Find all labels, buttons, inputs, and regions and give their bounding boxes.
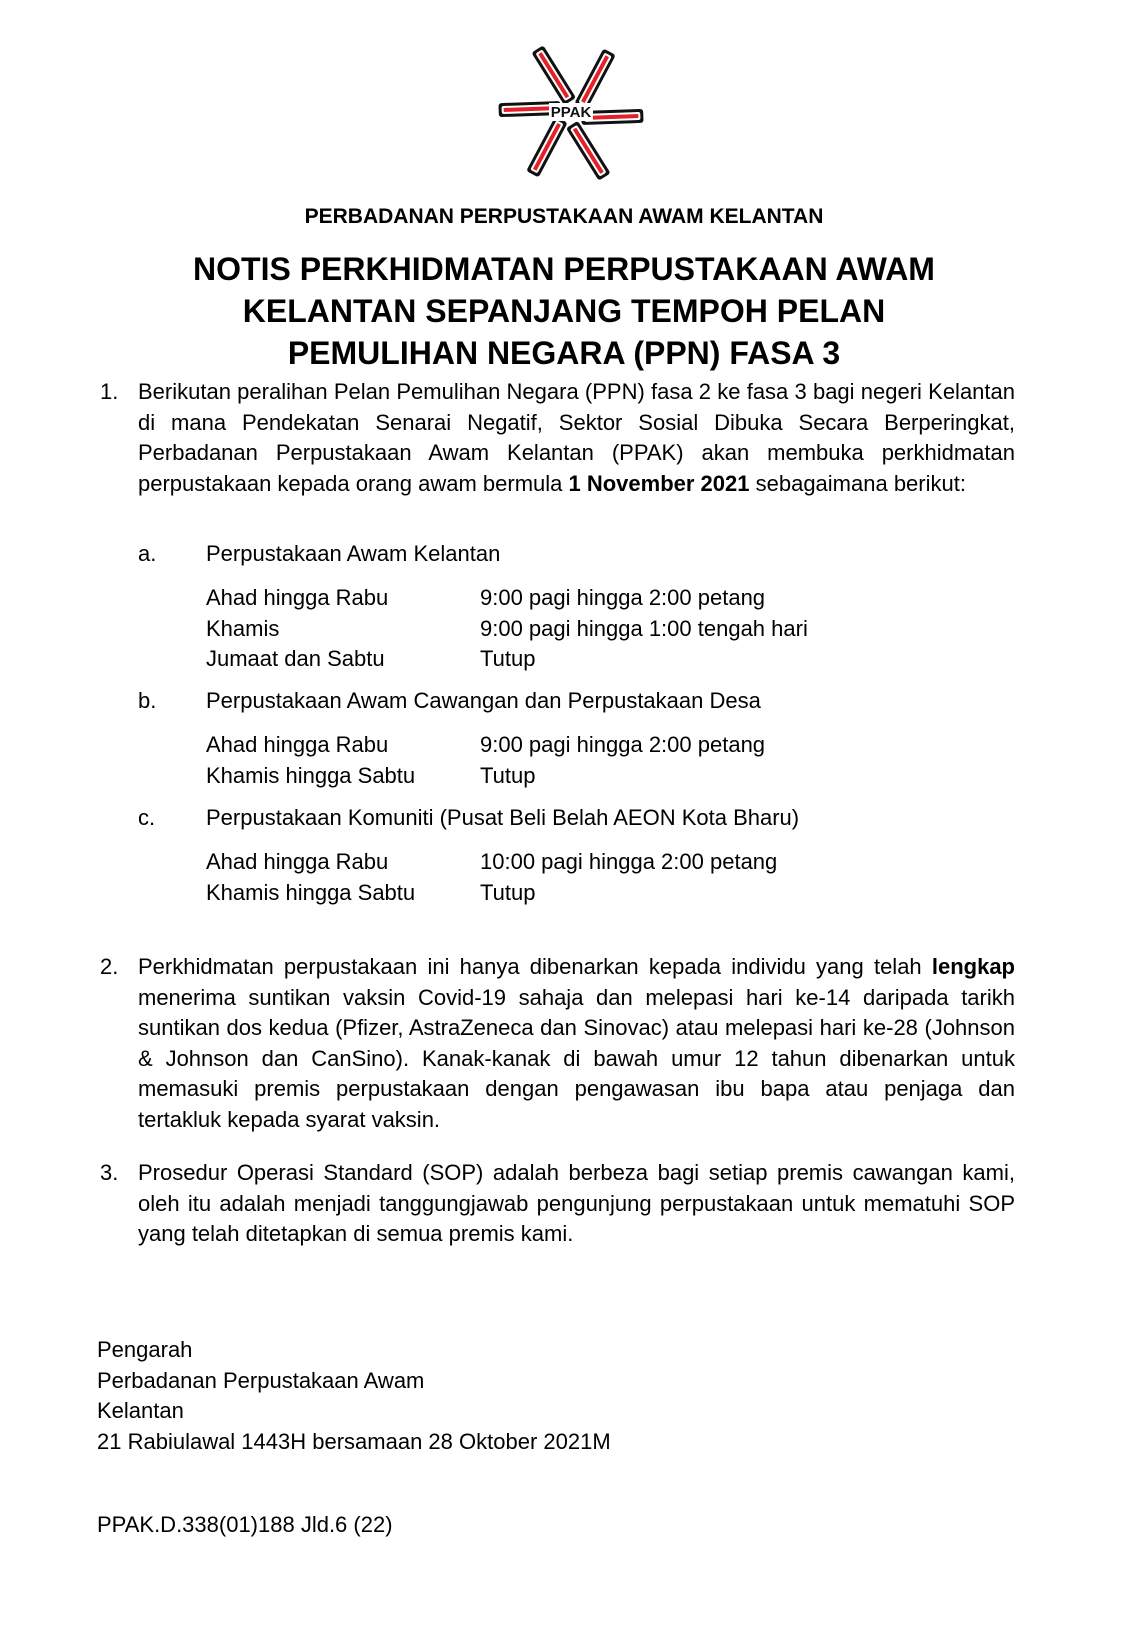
paragraph-text: Perkhidmatan perpustakaan ini hanya dibenarkan kepada individu yang telah xyxy=(138,954,932,979)
paragraph-text: Berikutan peralihan Pelan Pemulihan Negara (PPN) fasa 2 ke fasa 3 bagi negeri Kelantan di mana Pendekatan Senarai Negatif, Sektor Sosial Dibuka Secara Berperingkat, Perbadanan Perpustakaan Awam Kelantan (PPAK) akan membuka perkhidmatan perpustakaan kepada orang awam bermula xyxy=(138,379,1015,496)
organization-name: PERBADANAN PERPUSTAKAAN AWAM KELANTAN xyxy=(304,205,824,228)
library-name: Perpustakaan Awam Kelantan xyxy=(206,541,501,566)
paragraph-text: sebagaimana berikut: xyxy=(749,470,966,496)
paragraph-body: Prosedur Operasi Standard (SOP) adalah berbeza bagi setiap premis cawangan kami, oleh itu adalah menjadi tanggungjawab pengunjung perpustakaan untuk mematuhi SOP yang telah ditetapkan di semua premis kami. xyxy=(138,1160,1015,1246)
paragraph-number: 3. xyxy=(100,1160,119,1185)
item-letter: b. xyxy=(138,688,157,713)
signature-block xyxy=(97,1335,611,1457)
item-letter: c. xyxy=(138,805,156,830)
paragraph-2 xyxy=(100,952,1015,1135)
schedule-day: Ahad hingga Rabu xyxy=(206,585,389,610)
notice-title xyxy=(0,248,1128,374)
schedule-day: Jumaat dan Sabtu xyxy=(206,646,385,671)
title-line: NOTIS PERKHIDMATAN PERPUSTAKAAN AWAM xyxy=(193,251,935,287)
signature-line: Perbadanan Perpustakaan Awam xyxy=(97,1367,425,1393)
signature-line: Pengarah xyxy=(97,1337,193,1362)
emphasis-text: lengkap xyxy=(931,954,1015,979)
signature-date: 21 Rabiulawal 1443H bersamaan 28 Oktober 2021M xyxy=(97,1428,611,1454)
schedule-time: 9:00 pagi hingga 2:00 petang xyxy=(480,732,766,757)
library-name: Perpustakaan Awam Cawangan dan Perpustakaan Desa xyxy=(206,688,761,713)
schedule-time: Tutup xyxy=(480,879,536,905)
schedule-time: 10:00 pagi hingga 2:00 petang xyxy=(480,849,778,874)
title-line: PEMULIHAN NEGARA (PPN) FASA 3 xyxy=(287,335,841,371)
paragraph-3 xyxy=(100,1158,1015,1250)
paragraph-body xyxy=(138,952,1015,1135)
paragraph-1 xyxy=(100,377,1015,499)
paragraph-number: 2. xyxy=(100,954,119,979)
paragraph-number: 1. xyxy=(100,379,119,404)
schedule-time: Tutup xyxy=(480,762,536,788)
logo-arm xyxy=(510,112,584,181)
ppak-logo xyxy=(497,33,645,193)
title-line: KELANTAN SEPANJANG TEMPOH PELAN xyxy=(242,293,886,329)
item-letter: a. xyxy=(138,541,157,566)
logo-arm xyxy=(531,45,576,105)
schedule-time: 9:00 pagi hingga 2:00 petang xyxy=(480,585,766,610)
logo-text: PPAK xyxy=(550,104,592,121)
paragraph-text: menerima suntikan vaksin Covid-19 sahaja dan melepasi hari ke-14 daripada tarikh suntikan dos kedua (Pfizer, AstraZeneca dan Sinovac) atau melepasi hari ke-28 (Johnson & Johnson dan CanSino). Kanak-kanak di bawah umur 12 tahun dibenarkan untuk memasuki premis perpustakaan dengan pengawasan ibu bapa atau penjaga dan tertakluk kepada syarat vaksin. xyxy=(138,984,1015,1132)
schedule-day: Ahad hingga Rabu xyxy=(206,849,389,874)
start-date: 1 November 2021 xyxy=(568,470,750,496)
library-name: Perpustakaan Komuniti (Pusat Beli Belah AEON Kota Bharu) xyxy=(206,805,800,830)
schedule-day: Khamis hingga Sabtu xyxy=(206,879,416,905)
schedule-time: 9:00 pagi hingga 1:00 tengah hari xyxy=(480,615,808,641)
schedule-time: Tutup xyxy=(480,646,536,671)
schedule-day: Khamis hingga Sabtu xyxy=(206,762,416,788)
schedule-day: Khamis xyxy=(206,615,280,641)
reference-number: PPAK.D.338(01)188 Jld.6 (22) xyxy=(97,1512,393,1537)
signature-line: Kelantan xyxy=(97,1398,184,1423)
paragraph-body xyxy=(138,377,1015,499)
logo-arm xyxy=(566,121,611,181)
schedule-day: Ahad hingga Rabu xyxy=(206,732,389,757)
